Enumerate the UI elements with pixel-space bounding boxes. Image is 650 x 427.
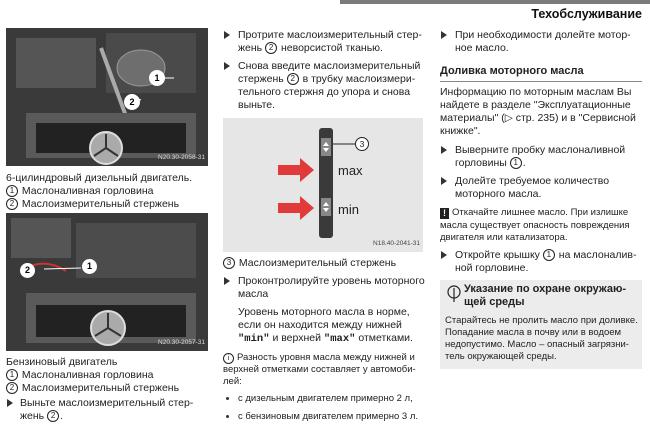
step-unscrew-text: Выверните пробку маслоналивной	[455, 144, 626, 156]
warning-text: двигателя или катализатора.	[440, 232, 568, 243]
env-text: Старайтесь не пролить масло при доливке.	[445, 315, 638, 326]
legend-text: Маслоизмерительный стержень	[21, 198, 180, 210]
step-text: стержень	[238, 73, 284, 85]
step-text: неворсистой тканью.	[280, 42, 383, 54]
level-text-part: отметками.	[358, 332, 413, 344]
step-arrow-icon	[441, 146, 447, 154]
note-text: лей:	[223, 376, 242, 387]
section-title: Доливка моторного масла	[440, 65, 584, 77]
step-wipe-text: Протрите маслоизмерительный стер-	[238, 29, 422, 41]
step-insert-text: тельного стержня до упора и снова	[238, 86, 411, 98]
warning-text: масла существует опасность повреждения	[440, 220, 630, 231]
callout-2: 2	[124, 94, 140, 110]
photo-caption: N20.30-2057-31	[158, 339, 205, 346]
petrol-title: Бензиновый двигатель	[6, 356, 118, 368]
step-open-text	[455, 249, 636, 262]
step-arrow-icon	[441, 31, 447, 39]
legend-text: Маслоналивная горловина	[21, 369, 154, 381]
warning-icon: !	[440, 208, 449, 219]
step-pull-text	[20, 397, 193, 410]
env-title: щей среды	[464, 296, 525, 308]
number-circle: 2	[6, 198, 18, 210]
env-text: Попадание масла в почву или в водоем	[445, 327, 622, 338]
step-insert-text: Снова введите маслоизмерительный	[238, 60, 421, 72]
leaf-icon	[446, 285, 462, 303]
legend-item	[223, 257, 396, 270]
step-arrow-icon	[224, 277, 230, 285]
diesel-engine-illustration	[6, 28, 208, 166]
warning-text	[440, 206, 628, 219]
env-text: недопустимо. Масло – опасный загрязни-	[445, 339, 629, 350]
max-arrow	[278, 158, 314, 182]
section-rule	[440, 81, 642, 82]
step-text: жень	[238, 42, 263, 54]
step-arrow-icon	[441, 251, 447, 259]
step-arrow-icon	[224, 62, 230, 70]
info-text: найдете в разделе "Эксплуатационные	[440, 99, 631, 111]
callout-1: 1	[149, 70, 165, 86]
step-insert-text: выньте.	[238, 99, 276, 111]
callout-2: 2	[20, 263, 35, 278]
step-unscrew-text	[455, 157, 526, 170]
min-label: min	[338, 202, 359, 217]
warning-line: Откачайте лишнее масло. При излишке	[452, 207, 629, 218]
petrol-engine-photo	[6, 213, 208, 351]
level-text	[238, 332, 413, 346]
legend-text: Маслоизмерительный стержень	[238, 257, 397, 269]
min-mark: "min"	[238, 333, 270, 345]
dipstick-caption: N18.40-2041-31	[373, 240, 420, 247]
env-text: тель окружающей среды.	[445, 351, 557, 362]
number-circle: 2	[287, 73, 299, 85]
diesel-engine-photo	[6, 28, 208, 166]
step-add-text: Долейте требуемое количество	[455, 175, 610, 187]
diesel-title: 6-цилиндровый дизельный двигатель.	[6, 172, 193, 184]
number-circle: 1	[510, 157, 522, 169]
step-text: жень	[20, 410, 45, 422]
level-text: если он находится между нижней	[238, 319, 402, 331]
dipstick-drawing	[223, 118, 423, 252]
number-circle: 2	[6, 382, 18, 394]
dipstick-illustration	[223, 118, 423, 252]
note-text: верхней отметками составляет у автомоби-	[223, 364, 416, 375]
step-add-text: моторного масла.	[455, 188, 542, 200]
level-text-part: и верхней	[272, 332, 321, 344]
header-bar	[340, 0, 650, 4]
step-text: .	[522, 157, 526, 169]
legend-text: Маслоизмерительный стержень	[21, 382, 180, 394]
step-text: горловины	[455, 157, 507, 169]
step-text: .	[60, 410, 63, 422]
step-open-text: ной горловине.	[455, 262, 529, 274]
petrol-engine-illustration	[6, 213, 208, 351]
step-text: на маслоналив-	[558, 249, 637, 261]
info-text: книжке".	[440, 125, 481, 137]
step-arrow-icon	[224, 31, 230, 39]
number-circle: 1	[6, 369, 18, 381]
step-top-text: ное масло.	[455, 42, 509, 54]
step-insert-text	[238, 73, 415, 86]
number-circle: 2	[47, 410, 59, 422]
step-text: Откройте крышку	[455, 249, 540, 261]
env-title: Указание по охране окружаю-	[464, 283, 626, 295]
bullet-icon	[226, 397, 229, 400]
number-circle: 1	[543, 249, 555, 261]
min-arrow	[278, 196, 314, 220]
legend-item	[6, 198, 179, 211]
level-text: Уровень моторного масла в норме,	[238, 306, 410, 318]
legend-text: Маслоналивная горловина	[21, 185, 154, 197]
info-text: материалы" (▷ стр. 235) и в "Сервисной	[440, 112, 636, 124]
legend-item	[6, 382, 179, 395]
callout-1: 1	[82, 259, 97, 274]
number-circle: 3	[223, 257, 235, 269]
number-circle: 1	[6, 185, 18, 197]
page-title: Техобслуживание	[531, 7, 642, 21]
legend-item	[6, 185, 154, 198]
environment-note-box	[440, 280, 642, 369]
step-check-text: Проконтролируйте уровень моторного	[238, 275, 425, 287]
max-mark: "max"	[323, 333, 356, 345]
step-arrow-icon	[7, 399, 13, 407]
bullet-text: с бензиновым двигателем примерно 3 л.	[238, 411, 419, 422]
info-icon: i	[223, 353, 234, 364]
info-text: Информацию по моторным маслам Вы	[440, 86, 632, 98]
step-arrow-icon	[441, 177, 447, 185]
dipstick-callout-3: 3	[355, 137, 369, 151]
step-text: Выньте маслоизмерительный стер-	[20, 397, 194, 409]
photo-caption: N20.30-2058-31	[158, 154, 205, 161]
bullet-icon	[226, 415, 229, 418]
note-line: Разность уровня масла между нижней и	[237, 352, 415, 363]
step-pull-text	[20, 410, 63, 423]
max-label: max	[338, 163, 363, 178]
bullet-text: с дизельным двигателем примерно 2 л,	[238, 393, 413, 404]
step-top-text: При необходимости долейте мотор-	[455, 29, 631, 41]
step-text: в трубку маслоизмери-	[302, 73, 416, 85]
legend-item	[6, 369, 154, 382]
step-check-text: масла	[238, 288, 269, 300]
step-wipe-text	[238, 42, 383, 55]
number-circle: 2	[265, 42, 277, 54]
